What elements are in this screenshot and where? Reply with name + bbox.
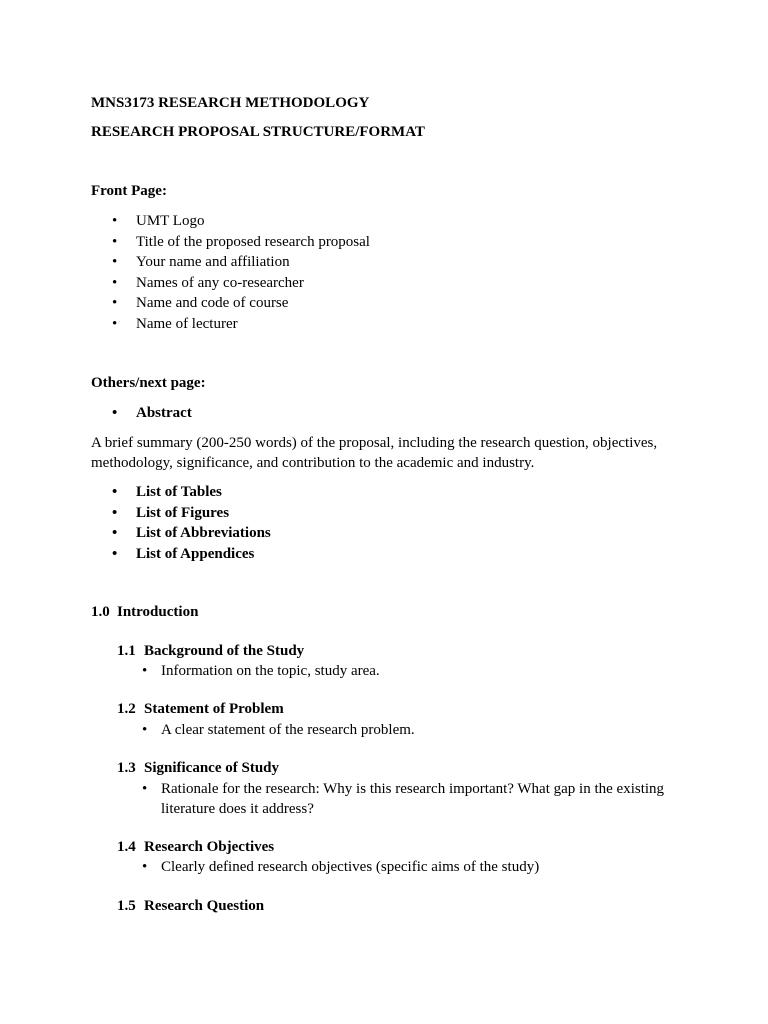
front-page-heading: Front Page: xyxy=(91,183,167,199)
list-item: • Information on the topic, study area. xyxy=(142,663,380,679)
list-item: • Name and code of course xyxy=(112,295,289,311)
bullet-icon: • xyxy=(112,484,118,500)
bullet-icon: • xyxy=(112,254,118,270)
list-item: • Name of lecturer xyxy=(112,315,238,332)
course-title: MNS3173 RESEARCH METHODOLOGY xyxy=(91,95,370,111)
front-page-list xyxy=(91,211,370,334)
bullet-icon: • xyxy=(112,233,118,250)
document-title: RESEARCH PROPOSAL STRUCTURE/FORMAT xyxy=(91,124,425,140)
bullet-icon: • xyxy=(112,545,118,562)
section-introduction-heading: 1.0 Introduction xyxy=(91,604,199,620)
list-item: • List of Abbreviations xyxy=(112,525,271,541)
subsection-objectives-heading: 1.4 Research Objectives xyxy=(117,839,275,855)
bullet-icon: • xyxy=(142,663,148,679)
list-item: • Your name and affiliation xyxy=(112,254,290,270)
subsection-significance-heading: 1.3 Significance of Study xyxy=(117,760,280,776)
others-heading: Others/next page: xyxy=(91,375,206,391)
list-item: • Title of the proposed research proposal xyxy=(112,233,370,250)
abstract-description: A brief summary (200-250 words) of the proposal, including the research question, objectives, methodology, significance, and contribution to the academic and industry. xyxy=(91,435,658,471)
list-item: • Clearly defined research objectives (specific aims of the study) xyxy=(142,859,540,875)
abstract-list xyxy=(91,403,192,424)
subsection-question-heading: 1.5 Research Question xyxy=(117,898,265,914)
bullet-icon: • xyxy=(112,315,118,332)
list-item: • Abstract xyxy=(112,405,192,421)
list-item: • Names of any co-researcher xyxy=(112,274,304,291)
subsection-objectives-list xyxy=(117,857,677,877)
bullet-icon: • xyxy=(112,213,118,229)
bullet-icon: • xyxy=(112,525,118,541)
bullet-icon: • xyxy=(142,859,148,875)
subsection-problem-heading: 1.2 Statement of Problem xyxy=(117,701,284,717)
subsection-background-list xyxy=(117,661,677,681)
subsection-background-heading: 1.1 Background of the Study xyxy=(117,643,305,659)
list-item: • List of Tables xyxy=(112,484,222,500)
subsection-significance-list xyxy=(117,779,677,819)
list-item: • List of Figures xyxy=(112,504,230,521)
bullet-icon: • xyxy=(142,722,148,738)
list-item: • List of Appendices xyxy=(112,545,255,562)
list-item: • A clear statement of the research problem. xyxy=(142,722,415,738)
list-item: • Rationale for the research: Why is this research important? What gap in the existing literature does it address? xyxy=(142,781,665,817)
list-item: • UMT Logo xyxy=(112,213,205,229)
bullet-icon: • xyxy=(112,295,118,311)
front-matter-lists xyxy=(91,482,271,564)
bullet-icon: • xyxy=(142,781,148,797)
subsection-problem-list xyxy=(117,720,677,740)
bullet-icon: • xyxy=(112,504,118,521)
bullet-icon: • xyxy=(112,405,118,421)
bullet-icon: • xyxy=(112,274,118,291)
